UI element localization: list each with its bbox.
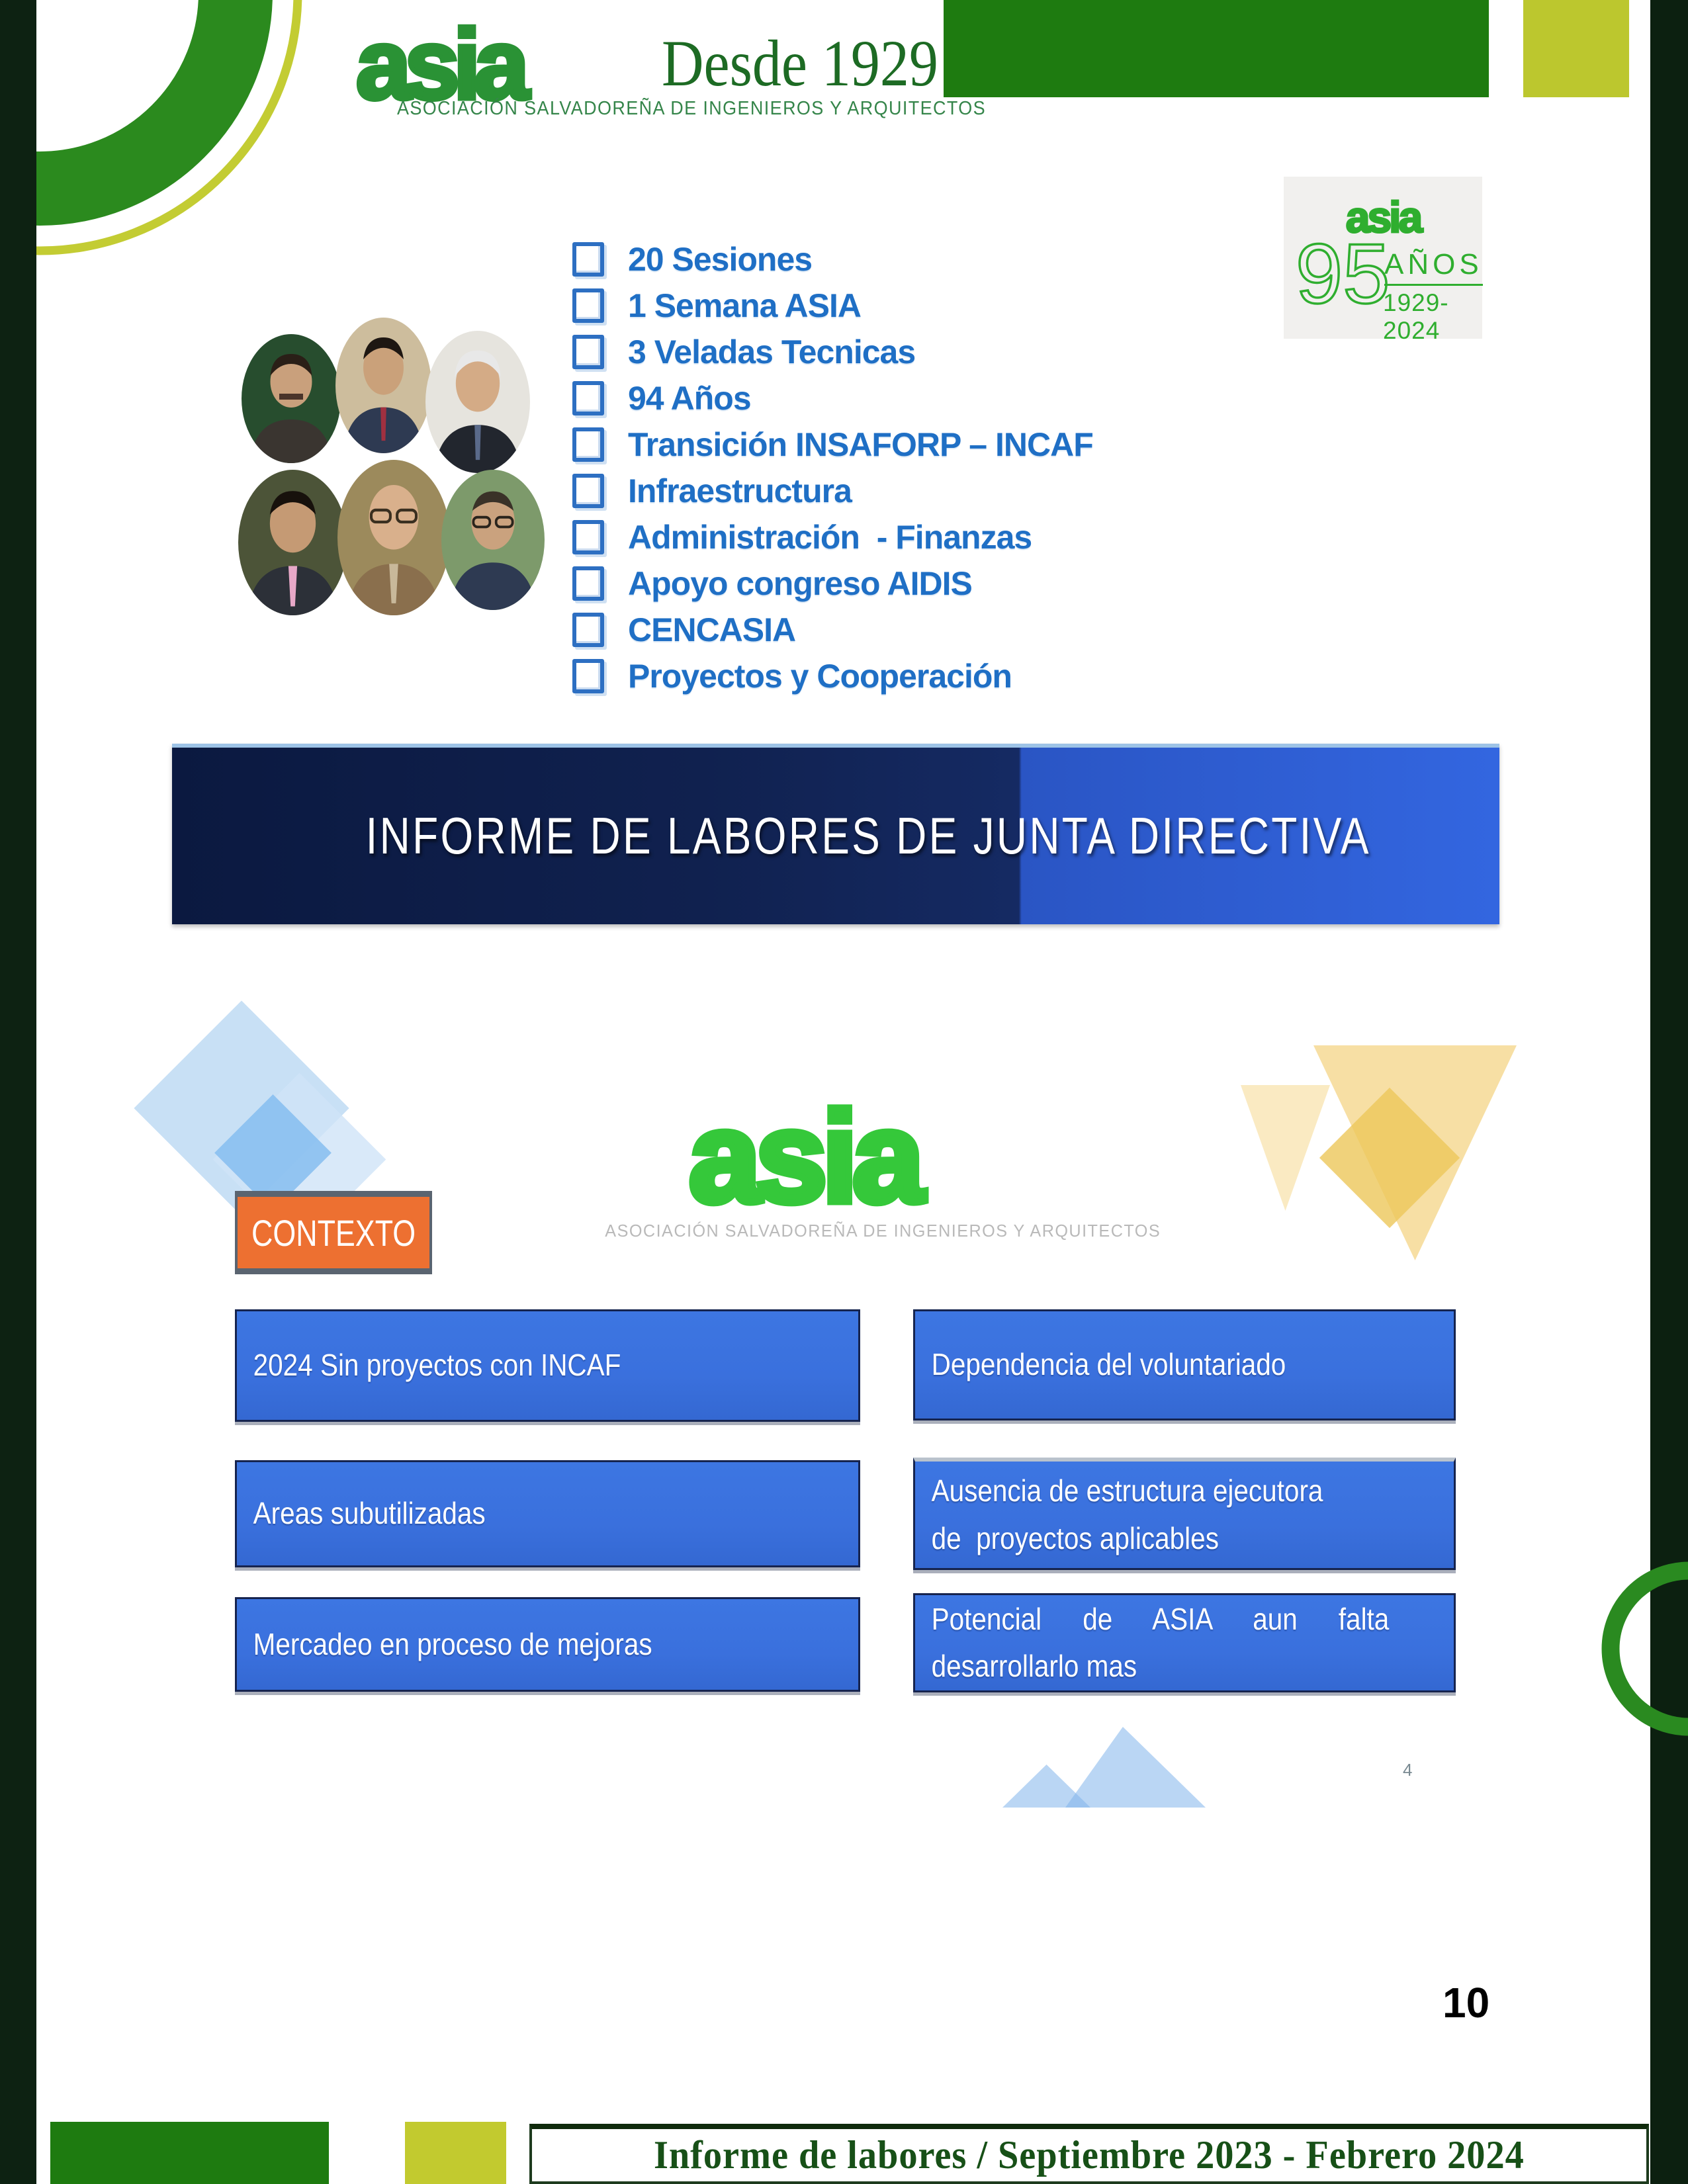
checkbox-icon	[572, 520, 604, 554]
badge-95-number: 95	[1296, 227, 1390, 322]
checklist-item-label: 1 Semana ASIA	[628, 287, 861, 324]
top-yellow-bar	[1523, 0, 1629, 97]
context-box-text: Ausencia de estructura ejecutora	[931, 1473, 1323, 1508]
checklist-item	[572, 236, 812, 283]
checklist-item	[572, 421, 1093, 468]
context-box-6	[913, 1593, 1456, 1692]
checklist-item-label: 20 Sesiones	[628, 241, 813, 278]
director-photo	[238, 470, 347, 615]
context-box-3	[235, 1460, 860, 1567]
badge-anos-label: AÑOS	[1384, 248, 1483, 286]
checklist-item	[572, 514, 1032, 560]
yellow-triangle-decoration	[1241, 1085, 1330, 1211]
anniversary-95-badge	[1284, 177, 1483, 344]
mountain-decoration	[1065, 1727, 1206, 1808]
checklist-item-label: CENCASIA	[628, 611, 796, 648]
checklist-item-label: Infraestructura	[628, 472, 852, 509]
logo-tagline: ASOCIACIÓN SALVADOREÑA DE INGENIEROS Y ARQUITECTOS	[397, 98, 987, 119]
director-photo	[425, 331, 530, 473]
footer-green-block	[50, 2122, 329, 2184]
right-edge-bar	[1650, 0, 1688, 2184]
checkbox-icon	[572, 381, 604, 415]
checklist-item	[572, 653, 1012, 699]
checklist-item-label: Administración - Finanzas	[628, 519, 1032, 556]
slide-asia-logo: asia	[689, 1085, 919, 1229]
context-box-text: Mercadeo en proceso de mejoras	[253, 1626, 652, 1661]
context-box-text: desarrollarlo mas	[931, 1649, 1137, 1683]
checklist-item-label: Proyectos y Cooperación	[628, 658, 1012, 695]
footer-title: Informe de labores / Septiembre 2023 - Febrero 2024	[654, 2133, 1525, 2177]
footer-yellow-block	[405, 2122, 506, 2184]
context-box-4	[913, 1458, 1456, 1570]
checklist-item	[572, 607, 795, 653]
badge-years-range: 1929-2024	[1383, 289, 1449, 344]
left-edge-bar	[0, 0, 36, 2184]
contexto-label: CONTEXTO	[251, 1211, 416, 1254]
badge-asia-logo: asia	[1345, 193, 1421, 241]
checklist-item-label: 94 Años	[628, 380, 751, 417]
director-photo	[441, 470, 545, 610]
checkbox-icon	[572, 474, 604, 508]
checklist-item-label: Apoyo congreso AIDIS	[628, 565, 972, 602]
checklist-item-label: 3 Veladas Tecnicas	[628, 333, 916, 371]
checklist-item	[572, 329, 915, 375]
checkbox-icon	[572, 288, 604, 323]
contexto-label-box	[235, 1191, 432, 1274]
checklist-item	[572, 375, 751, 421]
context-box-text: Dependencia del voluntariado	[931, 1347, 1286, 1382]
top-green-bar	[944, 0, 1489, 97]
directors-photo-collage	[235, 318, 549, 701]
context-box-text: Areas subutilizadas	[253, 1496, 486, 1531]
checkbox-icon	[572, 566, 604, 601]
context-box-2	[913, 1309, 1456, 1420]
checkbox-icon	[572, 613, 604, 647]
context-box-text: de proyectos aplicables	[931, 1520, 1219, 1555]
page-number: 10	[1443, 1979, 1490, 2027]
checkbox-icon	[572, 335, 604, 369]
director-photo	[242, 334, 341, 463]
checkbox-icon	[572, 427, 604, 462]
checklist-item	[572, 468, 852, 514]
slide-asia-tagline: ASOCIACIÓN SALVADOREÑA DE INGENIEROS Y ARQUITECTOS	[605, 1221, 1161, 1241]
asia-logo: asia	[356, 9, 523, 120]
director-photo	[335, 318, 431, 453]
checkbox-icon	[572, 242, 604, 277]
banner-title: INFORME DE LABORES DE JUNTA DIRECTIVA	[365, 807, 1371, 865]
checklist-item	[572, 283, 861, 329]
context-box-5	[235, 1597, 860, 1692]
section-banner	[172, 744, 1499, 924]
slide-page-number: 4	[1403, 1760, 1413, 1780]
checklist-item	[572, 560, 972, 607]
director-photo	[337, 460, 450, 615]
context-box-text: 2024 Sin proyectos con INCAF	[253, 1348, 621, 1383]
footer-title-box	[529, 2124, 1649, 2184]
checkbox-icon	[572, 659, 604, 693]
checklist-item-label: Transición INSAFORP – INCAF	[628, 426, 1093, 463]
context-box-1	[235, 1309, 860, 1422]
context-box-text: Potencial de ASIA aun falta	[931, 1601, 1390, 1636]
logo-desde-1929: Desde 1929	[662, 26, 938, 100]
